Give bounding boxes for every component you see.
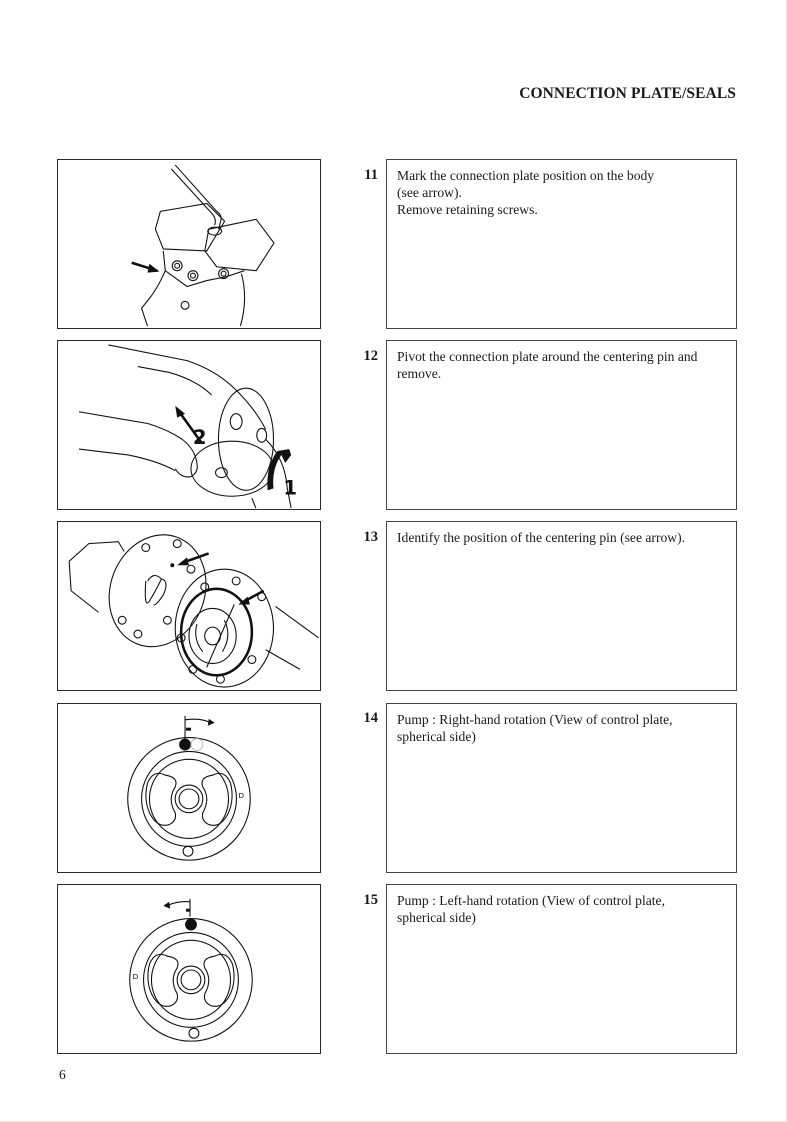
figure-step-14 [57,703,321,873]
instruction-line: Identify the position of the centering pin (see arrow). [397,530,686,545]
figure-label-1: 1 [283,476,297,500]
figure-label-d: D [132,971,139,981]
instruction-line: (see arrow). [397,185,462,200]
control-plate-left-hand-illustration [58,885,320,1053]
step-instruction-box [386,159,737,329]
instruction-line: spherical side) [397,910,476,925]
step-number: 11 [364,167,378,183]
step-instruction-box [386,703,737,873]
step-instruction-box [386,521,737,691]
figure-step-13 [57,521,321,691]
instruction-line: Mark the connection plate position on the body [397,168,655,183]
figure-label-2: 2 [192,426,207,450]
instruction-line: Pump : Right-hand rotation (View of control plate, [397,712,673,727]
page-title: CONNECTION PLATE/SEALS [519,85,736,102]
figure-step-15 [57,884,321,1054]
figure-label-d: D [238,790,245,800]
step-number: 12 [363,348,378,364]
step-number: 13 [363,529,378,545]
page-number: 6 [59,1067,66,1082]
hands-pivoting-plate-illustration [58,341,320,509]
step-number: 15 [363,892,378,908]
step-number: 14 [363,710,378,726]
instruction-line: Pivot the connection plate around the centering pin and [397,349,698,364]
instruction-line: Remove retaining screws. [397,202,538,217]
instruction-line: remove. [397,366,442,381]
figure-step-12 [57,340,321,510]
centering-pin-illustration [58,522,320,690]
step-instruction-box [386,884,737,1054]
control-plate-right-hand-illustration [58,704,320,872]
hex-key-illustration [58,160,320,328]
figure-step-11 [57,159,321,329]
instruction-line: Pump : Left-hand rotation (View of control plate, [397,893,665,908]
instruction-line: spherical side) [397,729,476,744]
step-instruction-box [386,340,737,510]
